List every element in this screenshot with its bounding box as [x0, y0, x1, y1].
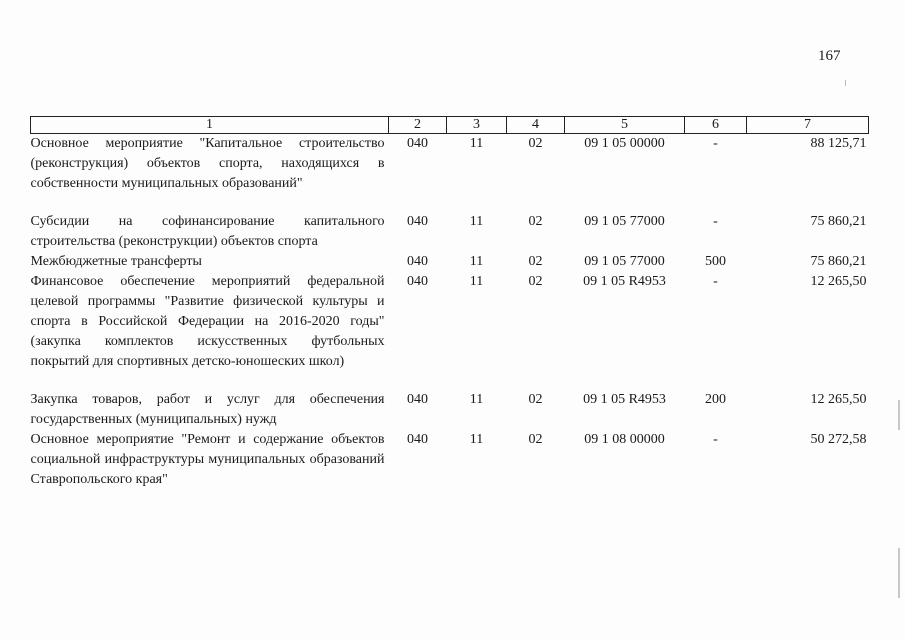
- row-spacer: [31, 372, 869, 390]
- row-amount: 12 265,50: [810, 392, 867, 407]
- row-expense-type: -: [713, 432, 718, 447]
- row-target-article: 09 1 05 77000: [584, 254, 665, 269]
- row-target-article: 09 1 05 00000: [584, 136, 665, 151]
- row-subsection-code: 02: [528, 274, 543, 289]
- col-header-6: 6: [685, 117, 747, 134]
- col-header-3: 3: [447, 117, 507, 134]
- row-expense-type: -: [713, 214, 718, 229]
- row-section-code: 11: [469, 214, 484, 229]
- row-ministry-code: 040: [407, 136, 428, 151]
- row-ministry-code: 040: [407, 432, 428, 447]
- table-row: [31, 272, 869, 372]
- row-spacer: [31, 194, 869, 212]
- table-row: [31, 212, 869, 252]
- row-description: Межбюджетные трансферты: [30, 254, 202, 269]
- row-amount: 12 265,50: [810, 274, 867, 289]
- row-subsection-code: 02: [528, 136, 543, 151]
- row-description: Основное мероприятие "Ремонт и содержание объектов социальной инфраструктуры муниципальных образований Ставропольского края": [30, 432, 385, 487]
- scan-mark: [845, 80, 846, 86]
- budget-table: [30, 116, 869, 490]
- row-expense-type: 200: [705, 392, 726, 407]
- row-target-article: 09 1 05 R4953: [583, 392, 666, 407]
- page-number: 167: [818, 48, 841, 64]
- row-amount: 75 860,21: [810, 214, 867, 229]
- row-amount: 50 272,58: [810, 432, 867, 447]
- row-expense-type: -: [713, 274, 718, 289]
- row-expense-type: 500: [705, 254, 726, 269]
- scan-speck: [898, 548, 900, 598]
- row-ministry-code: 040: [407, 392, 428, 407]
- row-description: Основное мероприятие "Капитальное строительство (реконструкция) объектов спорта, находящихся в собственности муниципальных образований": [30, 136, 385, 191]
- row-ministry-code: 040: [407, 214, 428, 229]
- col-header-4: 4: [507, 117, 565, 134]
- row-ministry-code: 040: [407, 254, 428, 269]
- row-expense-type: -: [713, 136, 718, 151]
- header-row: [31, 117, 869, 134]
- row-amount: 88 125,71: [810, 136, 867, 151]
- row-section-code: 11: [469, 432, 484, 447]
- row-target-article: 09 1 05 77000: [584, 214, 665, 229]
- row-ministry-code: 040: [407, 274, 428, 289]
- row-subsection-code: 02: [528, 392, 543, 407]
- row-subsection-code: 02: [528, 432, 543, 447]
- col-header-1: 1: [31, 117, 389, 134]
- row-subsection-code: 02: [528, 214, 543, 229]
- col-header-2: 2: [389, 117, 447, 134]
- scan-speck: [898, 400, 900, 430]
- table-row: [31, 252, 869, 272]
- row-target-article: 09 1 08 00000: [584, 432, 665, 447]
- row-section-code: 11: [469, 392, 484, 407]
- row-target-article: 09 1 05 R4953: [583, 274, 666, 289]
- row-description: Финансовое обеспечение мероприятий федеральной целевой программы "Развитие физической культуры и спорта в Российской Федерации на 2016-2020 годы" (закупка комплектов искусственных футбольных покрытий для спортивных детско-юношеских школ): [30, 274, 385, 369]
- row-amount: 75 860,21: [810, 254, 867, 269]
- row-description: Субсидии на софинансирование капитального строительства (реконструкции) объектов спорта: [30, 214, 385, 249]
- table-row: [31, 390, 869, 430]
- col-header-5: 5: [565, 117, 685, 134]
- row-description: Закупка товаров, работ и услуг для обеспечения государственных (муниципальных) нужд: [30, 392, 385, 427]
- row-section-code: 11: [469, 254, 484, 269]
- table-row: [31, 134, 869, 195]
- table-row: [31, 430, 869, 490]
- col-header-7: 7: [747, 117, 869, 134]
- row-subsection-code: 02: [528, 254, 543, 269]
- row-section-code: 11: [469, 274, 484, 289]
- row-section-code: 11: [469, 136, 484, 151]
